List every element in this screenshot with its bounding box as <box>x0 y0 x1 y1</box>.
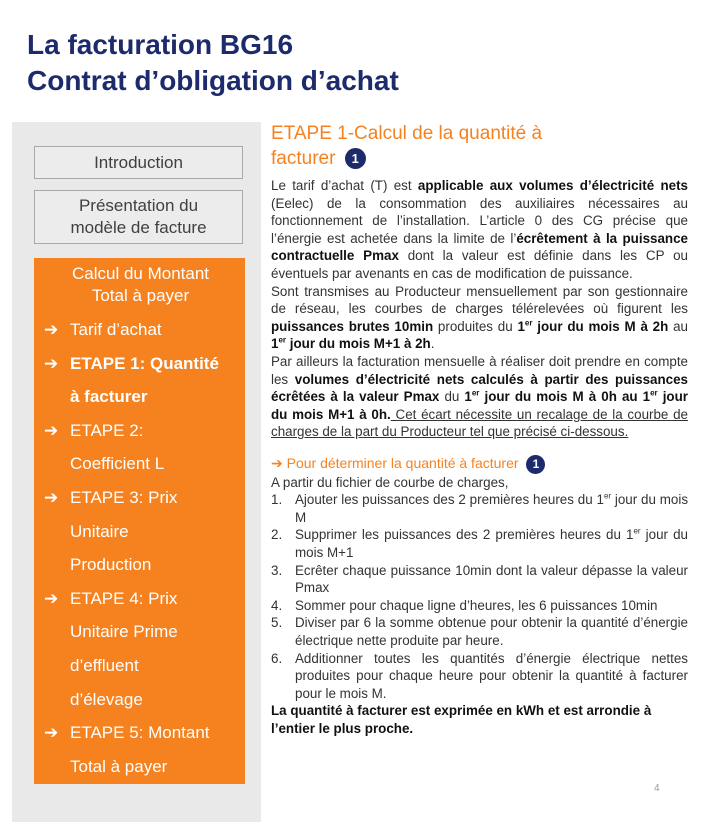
text-run: Par ailleurs la facturation mensuelle à réaliser doit prendre en compte les <box>271 353 688 387</box>
arrow-right-icon: ➔ <box>44 588 59 608</box>
nav-step-line: Unitaire <box>70 521 129 541</box>
step-title-line-1: ETAPE 1-Calcul de la quantité à <box>271 123 543 144</box>
text-run: 1 <box>464 389 472 405</box>
list-number: 6. <box>271 650 283 666</box>
text-run: Supprimer les puissances des 2 premières heures du 1 <box>295 527 634 543</box>
nav-step-etape-2[interactable] <box>44 414 237 481</box>
method-heading <box>271 453 688 474</box>
nav-presentation-line-1: Présentation du <box>78 196 199 215</box>
step-number-badge: 1 <box>345 148 366 169</box>
page-title <box>27 27 399 99</box>
nav-step-etape-4[interactable] <box>44 582 237 716</box>
arrow-right-icon: ➔ <box>44 487 59 507</box>
arrow-right-icon: ➔ <box>44 320 59 339</box>
text-run: jour du mois M à 0h au 1 <box>479 389 651 405</box>
text-run-bold: volumes d’électricité nets calculés à partir des puissances écrêtées à la valeur Pmax <box>271 371 688 405</box>
text-run-bold: écrêtement à la puissance contractuelle Pmax <box>271 230 688 264</box>
nav-presentation[interactable] <box>34 190 243 244</box>
list-text: Ecrêter chaque puissance 10min dont la valeur dépasse la valeur Pmax <box>295 562 688 596</box>
list-number: 1. <box>271 492 283 508</box>
nav-presentation-line-2: modèle de facture <box>70 218 207 237</box>
nav-introduction[interactable] <box>34 146 243 179</box>
text-run: du <box>439 389 465 405</box>
list-item <box>271 491 688 526</box>
nav-step-line: d’effluent <box>70 655 139 675</box>
superscript: er <box>471 388 480 398</box>
nav-introduction-label: Introduction <box>94 152 183 172</box>
nav-step-line: ETAPE 3: Prix <box>70 487 178 507</box>
main-content <box>271 121 688 738</box>
conclusion-text: La quantité à facturer est exprimée en kWh et est arrondie à l’entier le plus proche. <box>271 703 652 737</box>
nav-calcul-title-line-2: Total à payer <box>91 286 190 305</box>
text-run: jour du mois M+1 à 0h. <box>271 389 689 422</box>
text-run: jour du mois M à 2h <box>532 318 669 334</box>
nav-step-line: Total à payer <box>70 756 168 776</box>
page-number: 4 <box>654 783 660 794</box>
nav-step-line: Tarif d’achat <box>70 320 162 339</box>
title-line-2: Contrat d’obligation d’achat <box>27 65 399 96</box>
nav-calcul-montant-title <box>44 263 237 307</box>
text-run-bold <box>517 319 668 334</box>
method-heading-label: ➔ Pour déterminer la quantité à facturer <box>271 454 519 471</box>
nav-step-line: d’élevage <box>70 689 143 709</box>
text-run: au <box>668 318 688 334</box>
nav-step-line: Unitaire Prime <box>70 622 178 642</box>
nav-step-label <box>70 313 237 347</box>
list-item <box>271 650 688 703</box>
text-run: produites du <box>433 318 518 334</box>
text-run: . <box>430 336 435 352</box>
nav-step-etape-3[interactable] <box>44 481 237 582</box>
list-item <box>271 526 688 561</box>
step-title-line-2: facturer <box>271 148 336 169</box>
nav-presentation-label <box>70 195 206 239</box>
text-run-underlined: Cet écart nécessite un recalage de la courbe de charges de la part du Producteur tel que précisé ci-dessous. <box>271 406 688 440</box>
title-line-1: La facturation BG16 <box>27 29 294 60</box>
nav-step-etape-1[interactable] <box>44 347 237 414</box>
nav-step-line: ETAPE 2: <box>70 420 144 440</box>
list-item <box>271 597 688 615</box>
text-run-bold: puissances brutes 10min <box>271 318 434 334</box>
paragraph-courbes <box>271 283 688 353</box>
superscript: er <box>278 335 287 345</box>
text-run: Ajouter les puissances des 2 premières heures du 1 <box>295 492 604 508</box>
nav-step-label <box>70 582 237 716</box>
arrow-right-icon: ➔ <box>44 353 59 373</box>
text-run: jour du mois M+1 <box>295 527 688 561</box>
nav-step-line: à facturer <box>70 387 148 407</box>
paragraph-facturation <box>271 353 688 441</box>
step-number-badge: 1 <box>526 455 545 474</box>
list-number: 3. <box>271 562 283 578</box>
text-run-bold <box>271 336 431 351</box>
text-run: jour du mois M+1 à 2h <box>286 336 431 352</box>
list-number: 5. <box>271 615 283 631</box>
step-title <box>271 121 688 171</box>
nav-step-label <box>70 347 237 414</box>
text-run-bold: applicable aux volumes d’électricité nets <box>417 178 688 193</box>
list-text <box>295 491 688 526</box>
arrow-right-icon: ➔ <box>44 723 59 743</box>
nav-step-line: Production <box>70 555 152 575</box>
text-run: dont la valeur est définie dans les CP ou éventuels par avenants en cas de modification de puissance. <box>271 248 688 281</box>
sidebar-navigation <box>12 122 261 822</box>
list-number: 2. <box>271 527 283 543</box>
superscript: er <box>633 527 641 537</box>
text-run: 1 <box>271 336 279 352</box>
text-run: jour du mois M <box>295 492 689 525</box>
text-run: 1 <box>517 318 525 334</box>
list-text: Diviser par 6 la somme obtenue pour obtenir la quantité d’énergie électrique nette produite par heure. <box>295 615 688 649</box>
superscript: er <box>650 388 658 398</box>
list-text: Additionner toutes les quantités d’énergie électrique nettes produites pour chaque heure pour obtenir la quantité à facturer pour le mois M. <box>295 650 688 701</box>
nav-step-label <box>70 716 237 783</box>
list-number: 4. <box>271 597 283 613</box>
nav-step-line: Coefficient L <box>70 454 165 474</box>
nav-step-label <box>70 481 237 582</box>
list-text: Sommer pour chaque ligne d’heures, les 6 puissances 10min <box>295 597 658 613</box>
text-run: Sont transmises au Producteur mensuellement par son gestionnaire de réseau, les courbes de charges télérelevées où figurent les <box>271 283 688 317</box>
nav-step-etape-5[interactable] <box>44 716 237 783</box>
method-intro: A partir du fichier de courbe de charges, <box>271 474 509 490</box>
nav-calcul-title-line-1: Calcul du Montant <box>71 264 210 283</box>
paragraph-tarif <box>271 177 688 283</box>
arrow-right-icon: ➔ <box>44 420 59 440</box>
method-steps-list <box>271 491 688 702</box>
nav-step-label <box>70 414 237 481</box>
nav-step-line: ETAPE 1: Quantité <box>70 353 219 373</box>
text-run: Le tarif d’achat (T) est <box>271 178 418 193</box>
superscript: er <box>524 318 533 328</box>
list-item <box>271 562 688 597</box>
list-text <box>295 526 688 561</box>
list-item <box>271 614 688 649</box>
nav-step-line: ETAPE 5: Montant <box>70 723 210 743</box>
superscript: er <box>603 491 612 501</box>
nav-step-tarif-achat[interactable] <box>44 313 237 347</box>
nav-step-line: ETAPE 4: Prix <box>70 588 178 608</box>
nav-calcul-montant[interactable] <box>34 258 245 784</box>
text-run: (Eelec) de la consommation des auxiliaires nécessaires au fonctionnement de l’installation. L’article 0 des CG précise que l’énergie est achetée dans la limite de l’ <box>271 195 688 246</box>
